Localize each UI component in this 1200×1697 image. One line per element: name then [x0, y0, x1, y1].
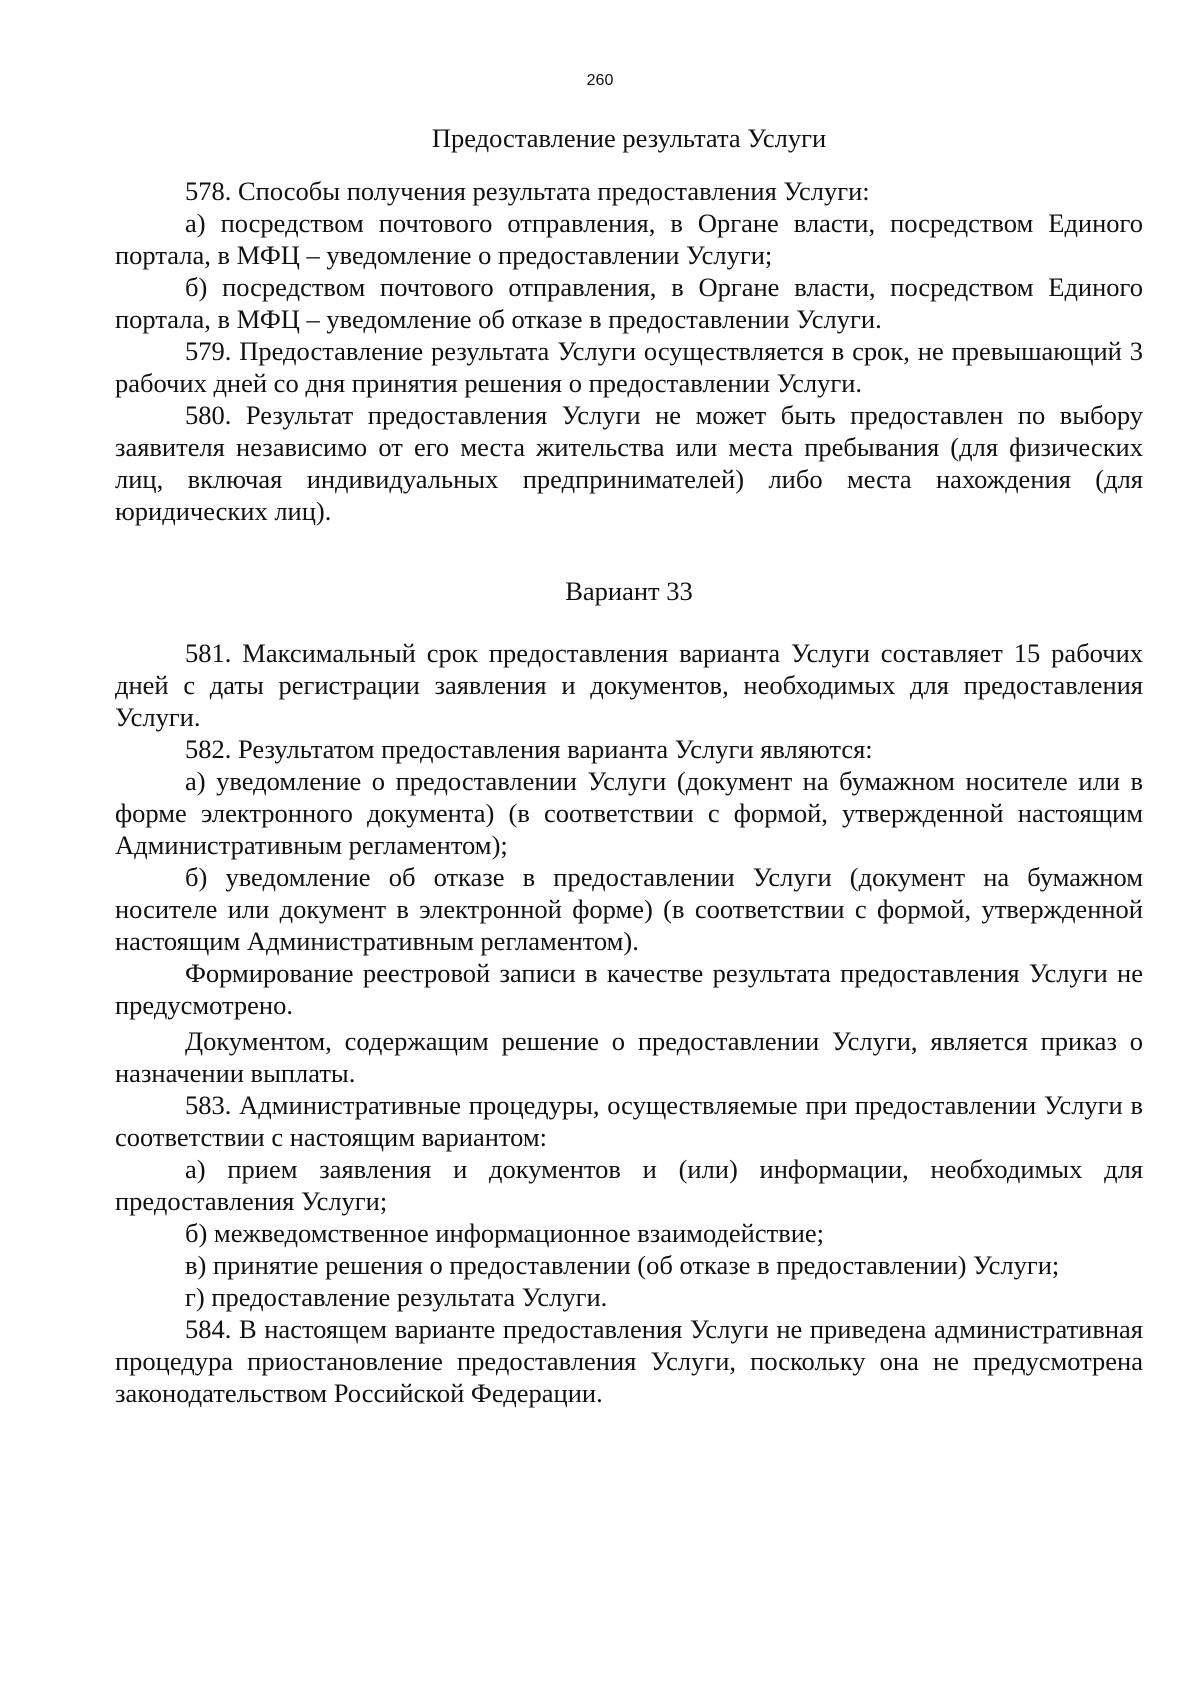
paragraph-582: 582. Результатом предоставления варианта Услуги являются:: [185, 734, 873, 764]
section-heading-variant-33: Вариант 33: [565, 576, 693, 606]
paragraph-decision-document: Документом, содержащим решение о предоставлении Услуги, является приказ о назначении выплаты.: [115, 1026, 1143, 1088]
section-heading-result-delivery: Предоставление результата Услуги: [431, 123, 827, 153]
paragraph-583-c: в) принятие решения о предоставлении (об отказе в предоставлении) Услуги;: [185, 1250, 1060, 1280]
paragraph-582-a: а) уведомление о предоставлении Услуги (документ на бумажном носителе или в форме электронного документа) (в соответствии с формой, утвержденной настоящим Административным регламентом);: [115, 766, 1143, 860]
paragraph-578: 578. Способы получения результата предоставления Услуги:: [185, 176, 870, 206]
paragraph-584: 584. В настоящем варианте предоставления Услуги не приведена административная процедура приостановление предоставления Услуги, поскольку она не предусмотрена законодательством Российской Федерации.: [115, 1314, 1143, 1408]
paragraph-583-a: а) прием заявления и документов и (или) информации, необходимых для предоставления Услуги;: [115, 1154, 1143, 1216]
paragraph-registry-record: Формирование реестровой записи в качестве результата предоставления Услуги не предусмотрено.: [115, 958, 1143, 1020]
paragraph-582-b: б) уведомление об отказе в предоставлении Услуги (документ на бумажном носителе или документ в электронной форме) (в соответствии с формой, утвержденной настоящим Административным регламентом).: [115, 862, 1143, 956]
paragraph-580: 580. Результат предоставления Услуги не может быть предоставлен по выбору заявителя независимо от его места жительства или места пребывания (для физических лиц, включая индивидуальных предпринимателей) либо места нахождения (для юридических лиц).: [115, 400, 1143, 526]
paragraph-581: 581. Максимальный срок предоставления варианта Услуги составляет 15 рабочих дней с даты регистрации заявления и документов, необходимых для предоставления Услуги.: [115, 638, 1143, 732]
paragraph-583-d: г) предоставление результата Услуги.: [185, 1282, 608, 1312]
paragraph-583: 583. Административные процедуры, осуществляемые при предоставлении Услуги в соответствии с настоящим вариантом:: [115, 1090, 1143, 1152]
page-number: 260: [586, 72, 614, 89]
paragraph-579: 579. Предоставление результата Услуги осуществляется в срок, не превышающий 3 рабочих дней со дня принятия решения о предоставлении Услуги.: [115, 336, 1143, 398]
paragraph-583-b: б) межведомственное информационное взаимодействие;: [185, 1218, 825, 1248]
document-body: [115, 122, 1143, 1409]
paragraph-578-a: а) посредством почтового отправления, в Органе власти, посредством Единого портала, в МФЦ – уведомление о предоставлении Услуги;: [115, 208, 1143, 270]
paragraph-578-b: б) посредством почтового отправления, в Органе власти, посредством Единого портала, в МФЦ – уведомление об отказе в предоставлении Услуги.: [115, 272, 1143, 334]
